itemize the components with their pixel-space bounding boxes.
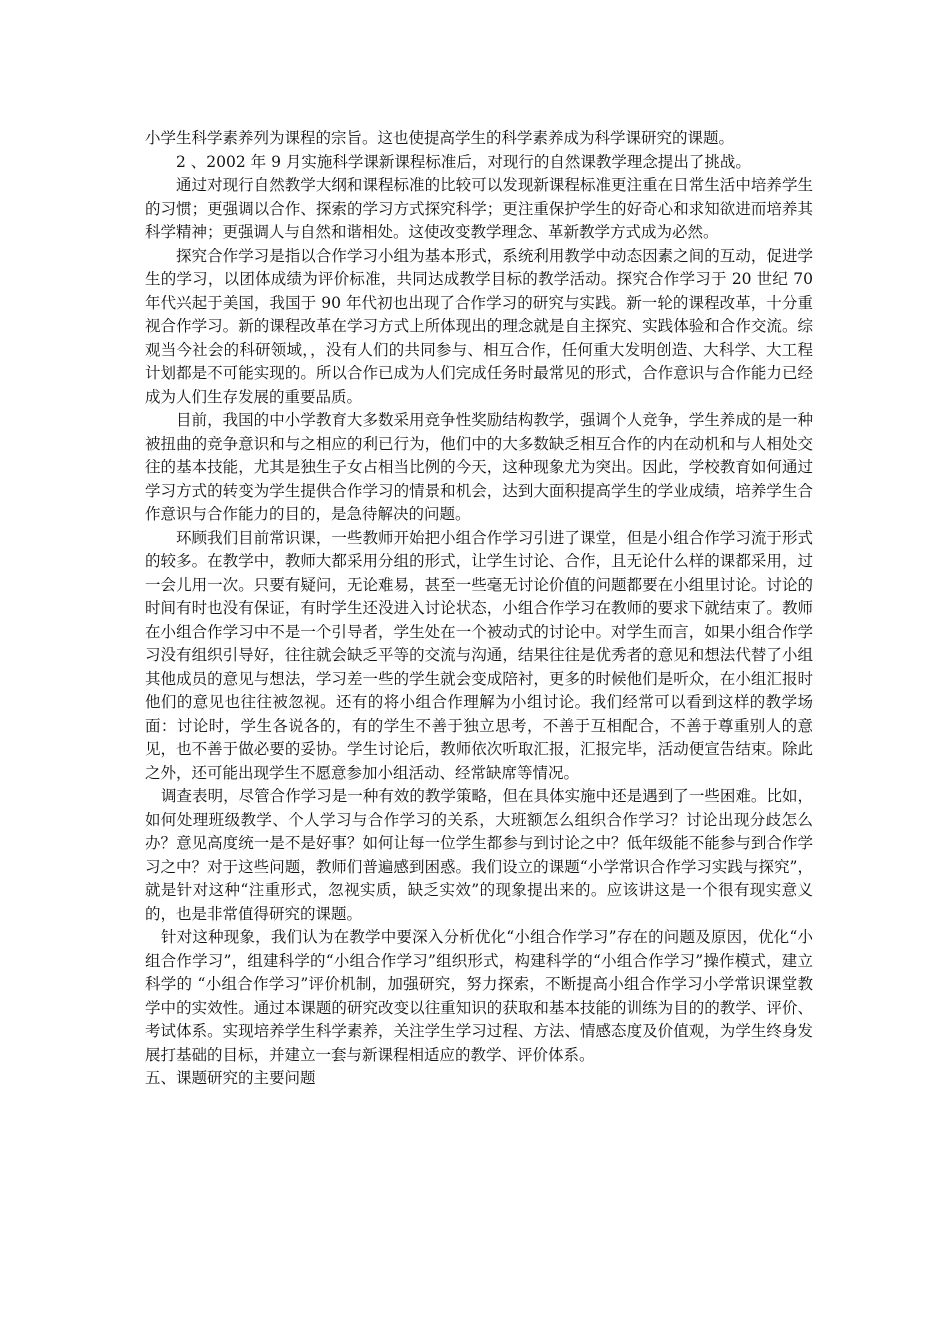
paragraph-1: 小学生科学素养列为课程的宗旨。这也使提高学生的科学素养成为科学课研究的课题。 bbox=[145, 129, 735, 147]
section-heading: 五、课题研究的主要问题 bbox=[145, 1069, 316, 1087]
paragraph-6: 环顾我们目前常识课，一些教师开始把小组合作学习引进了课堂，但是小组合作学习流于形式的较多。在教学中，教师大都采用分组的形式，让学生讨论、合作，且无论什么样的课都采用，过一会儿用一次。只要有疑问，无论难易，甚至一些毫无讨论价值的问题都要在小组里讨论。讨论的时间有时也没有保证，有时学生还没进入讨论状态，小组合作学习在教师的要求下就结束了。教师在小组合作学习中不是一个引导者，学生处在一个被动式的讨论中。对学生而言，如果小组合作学习没有组织引导好，往往就会缺乏平等的交流与沟通，结果往往是优秀者的意见和想法代替了小组其他成员的意见与想法，学习差一些的学生就会变成陪衬，更多的时候他们是听众，在小组汇报时他们的意见也往往被忽视。还有的将小组合作理解为小组讨论。我们经常可以看到这样的教学场面：讨论时，学生各说各的，有的学生不善于独立思考，不善于互相配合，不善于尊重别人的意见，也不善于做必要的妥协。学生讨论后，教师依次听取汇报，汇报完毕，活动便宣告结束。除此之外，还可能出现学生不愿意参加小组活动、经常缺席等情况。 bbox=[145, 528, 813, 782]
paragraph-5: 目前，我国的中小学教育大多数采用竞争性奖励结构教学，强调个人竞争，学生养成的是一种被扭曲的竞争意识和与之相应的利已行为，他们中的大多数缺乏相互合作的内在动机和与人相处交往的基本技能，尤其是独生子女占相当比例的今天，这种现象尤为突出。因此，学校教育如何通过学习方式的转变为学生提供合作学习的情景和机会，达到大面积提高学生的学业成绩，培养学生合作意识与合作能力的目的，是急待解决的问题。 bbox=[145, 411, 813, 523]
paragraph-3: 通过对现行自然教学大纲和课程标准的比较可以发现新课程标准更注重在日常生活中培养学生的习惯；更强调以合作、探索的学习方式探究科学；更注重保护学生的好奇心和求知欲进而培养其科学精神；更强调人与自然和谐相处。这使改变教学理念、革新教学方式成为必然。 bbox=[145, 176, 813, 241]
paragraph-8: 针对这种现象，我们认为在教学中要深入分析优化“小组合作学习”存在的问题及原因，优化“小组合作学习”，组建科学的“小组合作学习”组织形式，构建科学的“小组合作学习”操作模式，建立科学的 “小组合作学习”评价机制，加强研究，努力探索，不断提高小组合作学习小学常识课堂教学中的实效性。通过本课题的研究改变以往重知识的获取和基本技能的训练为目的的教学、评价、考试体系。实现培养学生科学素养，关注学生学习过程、方法、情感态度及价值观，为学生终身发展打基础的目标，并建立一套与新课程相适应的教学、评价体系。 bbox=[145, 928, 813, 1064]
paragraph-7: 调查表明，尽管合作学习是一种有效的教学策略，但在具体实施中还是遇到了一些困难。比如，如何处理班级教学、个人学习与合作学习的关系，大班额怎么组织合作学习？讨论出现分歧怎么办？意见高度统一是不是好事？如何让每一位学生都参与到讨论之中？低年级能不能参与到合作学习之中？对于这些问题，教师们普遍感到困惑。我们设立的课题“小学常识合作学习实践与探究”，就是针对这种“注重形式，忽视实质，缺乏实效”的现象提出来的。应该讲这是一个很有现实意义的，也是非常值得研究的课题。 bbox=[145, 787, 813, 923]
document-body bbox=[145, 127, 813, 1091]
paragraph-4: 探究合作学习是指以合作学习小组为基本形式，系统利用教学中动态因素之间的互动，促进学生的学习，以团体成绩为评价标准，共同达成教学目标的教学活动。探究合作学习于 20 世纪 70 年代兴起于美国，我国于 90 年代初也出现了合作学习的研究与实践。新一轮的课程改革，十分重视合作学习。新的课程改革在学习方式上所体现出的理念就是自主探究、实践体验和合作交流。综观当今社会的科研领域，，没有人们的共同参与、相互合作，任何重大发明创造、大科学、大工程计划都是不可能实现的。所以合作已成为人们完成任务时最常见的形式，合作意识与合作能力已经成为人们生存发展的重要品质。 bbox=[145, 246, 813, 406]
paragraph-2: 2 、2002 年 9 月实施科学课新课程标准后，对现行的自然课教学理念提出了挑战。 bbox=[176, 152, 751, 171]
